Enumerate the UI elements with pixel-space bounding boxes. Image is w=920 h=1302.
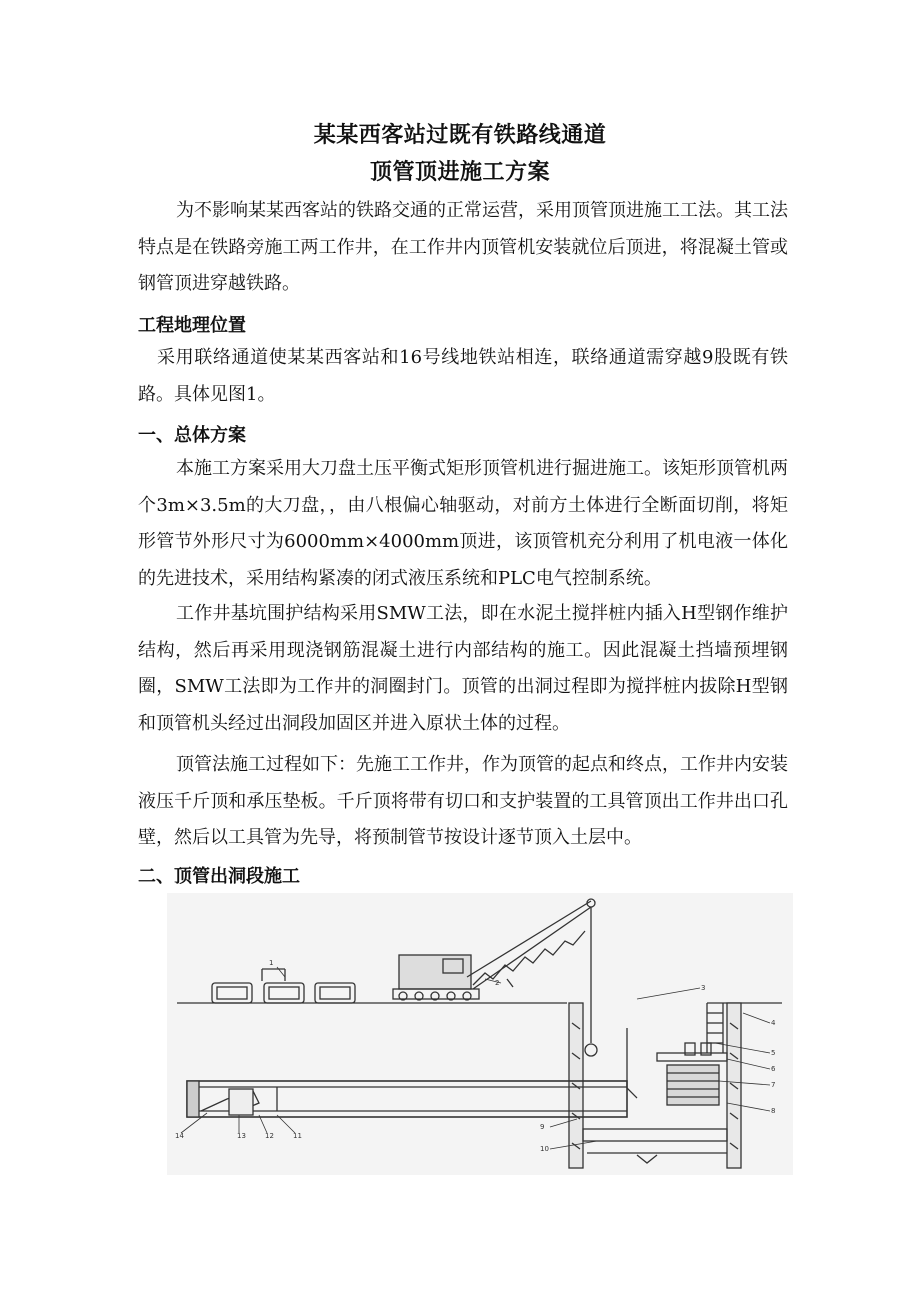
intro-paragraph: 为不影响某某西客站的铁路交通的正常运营，采用顶管顶进施工工法。其工法特点是在铁路旁施工两工作井，在工作井内顶管机安装就位后顶进，将混凝土管或钢管顶进穿越铁路。 (138, 200, 788, 294)
figure-label-5: 5 (771, 1049, 776, 1057)
figure-label-3: 3 (701, 984, 706, 992)
figure-label-1: 1 (269, 959, 274, 967)
document-title-line2: 顶管顶进施工方案 (369, 160, 550, 185)
figure-label-4: 4 (771, 1019, 776, 1027)
stored-pipe-segments (212, 969, 355, 1003)
pipeline (187, 1081, 627, 1117)
figure-label-13: 13 (237, 1132, 246, 1140)
section-2-heading: 二、顶管出洞段施工 (138, 866, 300, 887)
figure-label-12: 12 (265, 1132, 274, 1140)
section-1-paragraph-1: 本施工方案采用大刀盘土压平衡式矩形顶管机进行掘进施工。该矩形顶管机两个3m×3.5m的大刀盘，，由八根偏心轴驱动，对前方土体进行全断面切削，将矩形管节外形尺寸为6000mm×4000mm顶进，该顶管机充分利用了机电液一体化的先进技术，采用结构紧凑的闭式液压系统和PLC电气控制系统。 (138, 458, 788, 589)
figure-callouts (175, 959, 776, 1153)
pipe-jacking-diagram (167, 893, 793, 1175)
section-location-heading: 工程地理位置 (138, 315, 246, 336)
section-1-heading: 一、总体方案 (138, 425, 246, 446)
section-1-paragraph-2: 工作井基坑围护结构采用SMW工法，即在水泥土搅拌桩内插入H型钢作维护结构，然后再采用现浇钢筋混凝土进行内部结构的施工。因此混凝土挡墙预埋钢圈，SMW工法即为工作井的洞圈封门。顶管的出洞过程即为搅拌桩内拔除H型钢和顶管机头经过出洞段加固区并进入原状土体的过程。 (138, 603, 788, 734)
figure-label-2: 2 (495, 979, 500, 987)
document-title-line1: 某某西客站过既有铁路线通道 (313, 123, 607, 148)
section-1-paragraph-3: 顶管法施工过程如下：先施工工作井，作为顶管的起点和终点，工作井内安装液压千斤顶和承压垫板。千斤顶将带有切口和支护装置的工具管顶出工作井出口孔壁，然后以工具管为先导，将预制管节按设计逐节顶入土层中。 (138, 754, 788, 848)
figure-label-10: 10 (540, 1145, 549, 1153)
section-location-text: 采用联络通道使某某西客站和16号线地铁站相连，联络通道需穿越9股既有铁路。具体见图1。 (138, 347, 788, 405)
figure-label-14: 14 (175, 1132, 184, 1140)
figure-label-6: 6 (771, 1065, 776, 1073)
working-shaft (569, 1003, 741, 1168)
figure-label-11: 11 (293, 1132, 302, 1140)
figure-label-7: 7 (771, 1081, 776, 1089)
figure-label-8: 8 (771, 1107, 776, 1115)
crawler-crane (393, 899, 597, 1056)
figure-label-9: 9 (540, 1123, 545, 1131)
